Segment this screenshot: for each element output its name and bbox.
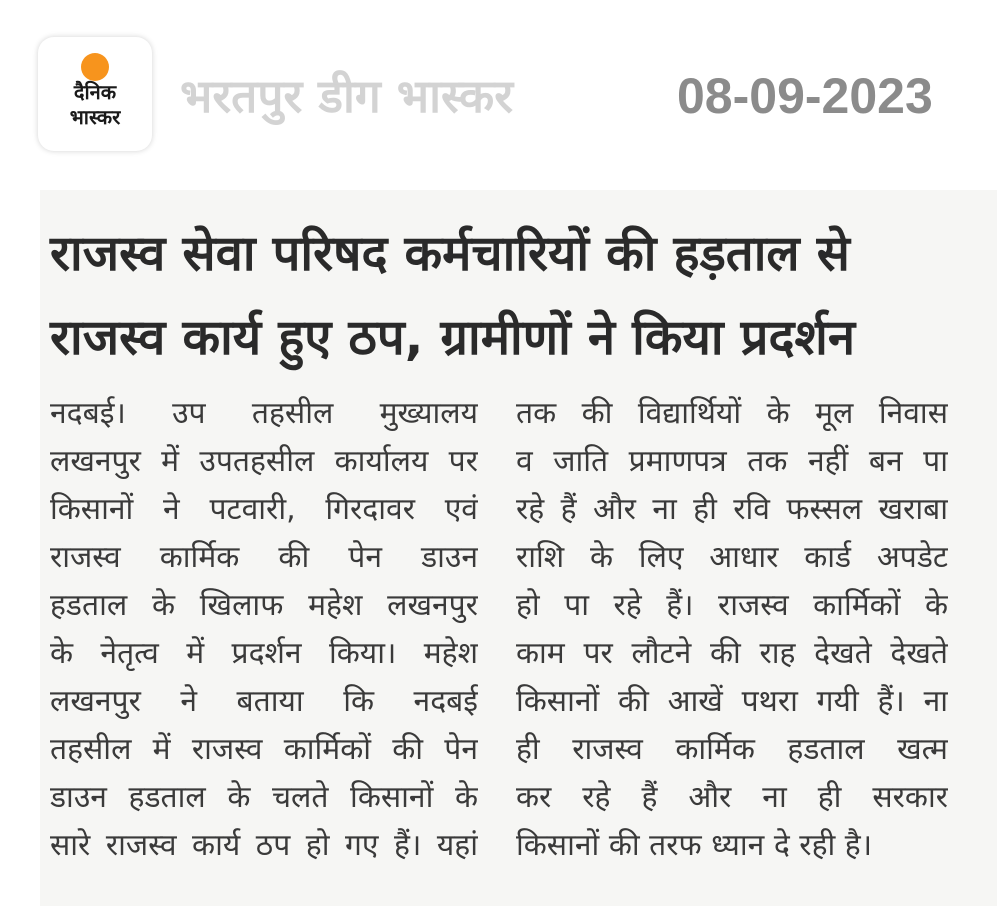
- article-line: लखनपुर ने बताया कि नदबई: [50, 684, 478, 719]
- article-line: काम पर लौटने की राह देखते देखते: [516, 636, 948, 671]
- article-line: ही राजस्व कार्मिक हडताल खत्म: [516, 732, 948, 767]
- article-line: हो पा रहे हैं। राजस्व कार्मिकों के: [516, 588, 948, 623]
- sun-icon: [81, 53, 109, 81]
- logo-text-line2: भास्कर: [69, 105, 121, 129]
- article-line: राशि के लिए आधार कार्ड अपडेट: [516, 540, 948, 575]
- article-column-right: [516, 390, 948, 870]
- article-line: राजस्व कार्मिक की पेन डाउन: [50, 540, 478, 575]
- article-line: किसानों की आखें पथरा गयी हैं। ना: [516, 684, 948, 719]
- article-line: व जाति प्रमाणपत्र तक नहीं बन पा: [516, 444, 948, 479]
- article-line: रहे हैं और ना ही रवि फस्सल खराबा: [516, 492, 948, 527]
- article-line: किसानों ने पटवारी, गिरदावर एवं: [50, 492, 478, 527]
- logo-text-line1: दैनिक: [73, 80, 117, 104]
- article-line: नदबई। उप तहसील मुख्यालय: [50, 396, 478, 431]
- article-line: हडताल के खिलाफ महेश लखनपुर: [50, 588, 478, 623]
- article-column-left: [50, 390, 478, 870]
- article-line: लखनपुर में उपतहसील कार्यालय पर: [50, 444, 478, 479]
- publication-date: 08-09-2023: [677, 68, 933, 124]
- article-line: तक की विद्यार्थियों के मूल निवास: [516, 396, 948, 431]
- headline-line-2: राजस्व कार्य हुए ठप, ग्रामीणों ने किया प्रदर्शन: [50, 309, 856, 366]
- dainik-bhaskar-logo: [38, 37, 152, 151]
- article-line: के नेतृत्व में प्रदर्शन किया। महेश: [50, 636, 478, 671]
- edition-name: भरतपुर डीग भास्कर: [180, 69, 514, 123]
- article-line: तहसील में राजस्व कार्मिकों की पेन: [50, 732, 478, 767]
- article-line: कर रहे हैं और ना ही सरकार: [516, 780, 948, 815]
- headline-line-1: राजस्व सेवा परिषद कर्मचारियों की हड़ताल से: [50, 225, 850, 282]
- article-line: किसानों की तरफ ध्यान दे रही है।: [516, 828, 873, 863]
- article-line: सारे राजस्व कार्य ठप हो गए हैं। यहां: [50, 828, 478, 863]
- article-line: डाउन हडताल के चलते किसानों के: [50, 780, 478, 815]
